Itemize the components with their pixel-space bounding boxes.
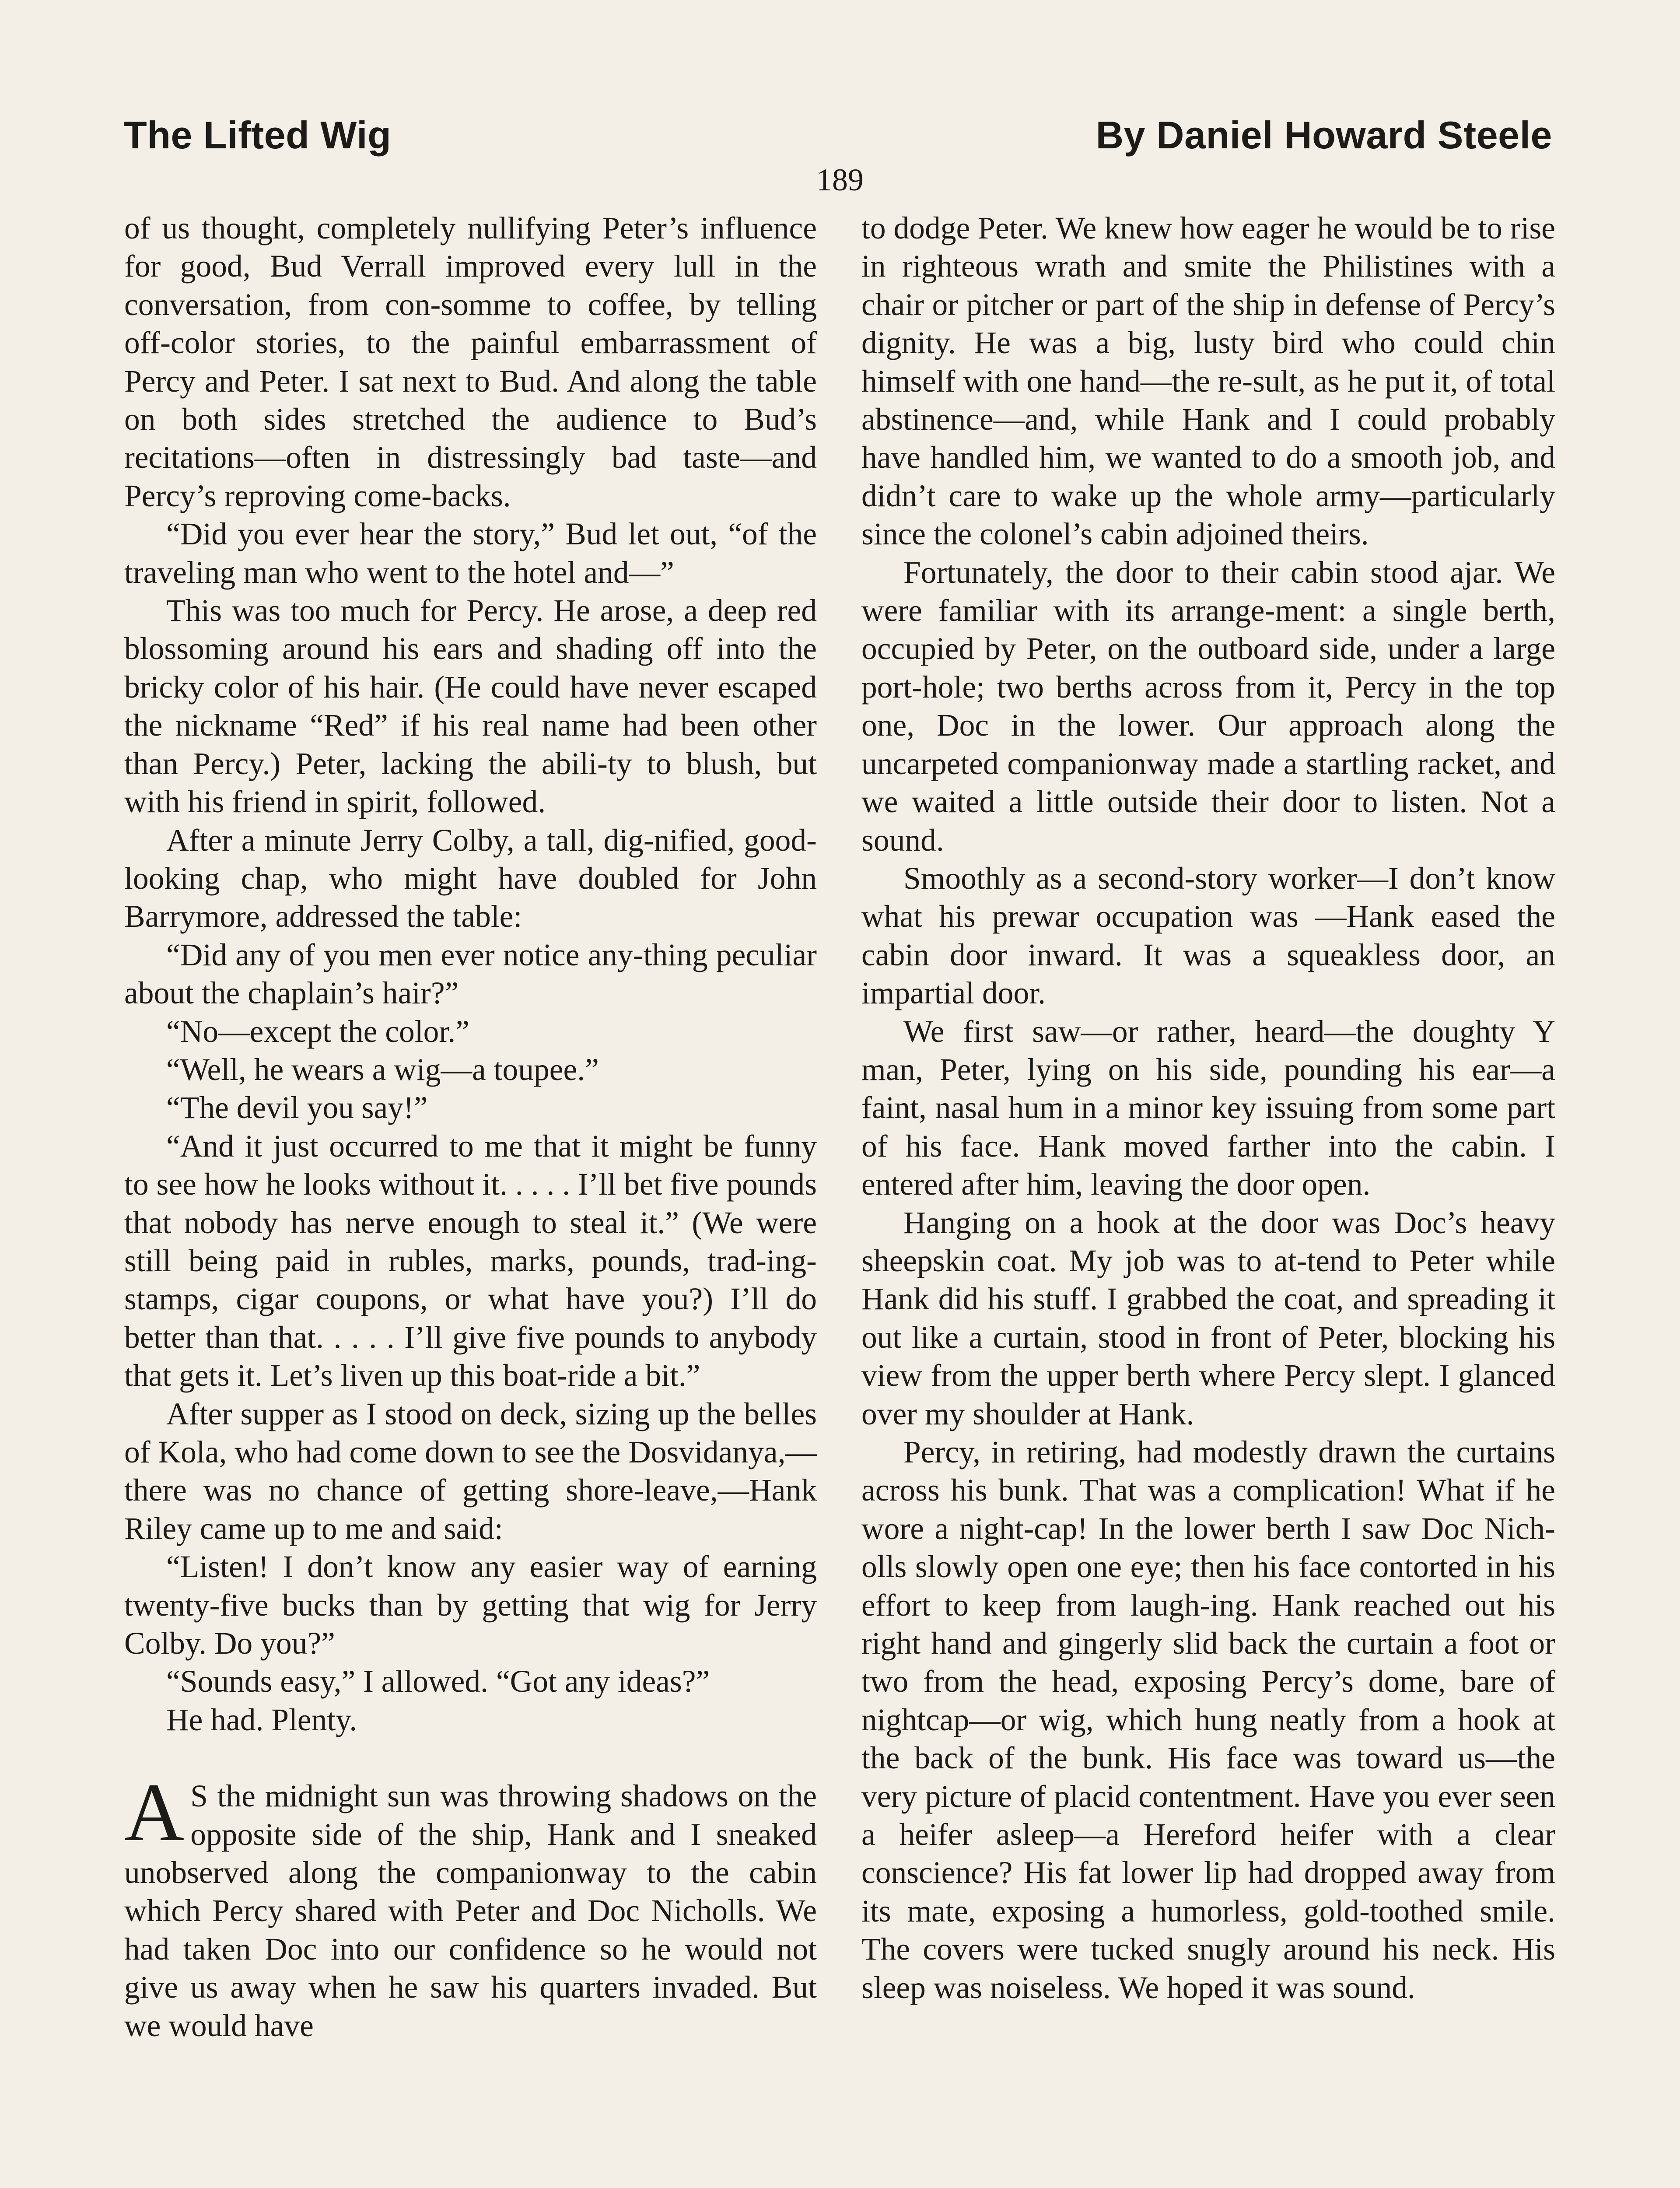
running-header: [123, 113, 1552, 170]
left-text-column: [124, 209, 817, 2045]
paragraph: After supper as I stood on deck, sizing up the belles of Kola, who had come down to see the Dosvidanya,—there was no chance of getting shore-leave,—Hank Riley came up to me and said:: [124, 1396, 817, 1546]
right-text-column: [861, 209, 1555, 2007]
paragraph: “Well, he wears a wig—a toupee.”: [166, 1052, 599, 1087]
paragraph: “Did you ever hear the story,” Bud let out, “of the traveling man who went to the hotel and—”: [124, 517, 817, 590]
paragraph: “The devil you say!”: [166, 1090, 428, 1126]
paragraph: to dodge Peter. We knew how eager he would be to rise in righteous wrath and smite the Philistines with a chair or pitcher or part of the ship in defense of Percy’s dignity. He was a big, lusty bird who could chin himself with one hand—the re-sult, as he put it, of total abstinence—and, while Hank and I could probably have handled him, we wanted to do a smooth job, and didn’t care to wake up the whole army—particularly since the colonel’s cabin adjoined theirs.: [861, 211, 1555, 552]
paragraph: After a minute Jerry Colby, a tall, dig-nified, good-looking chap, who might have doubled for John Barrymore, addressed the table:: [124, 823, 817, 934]
story-title: The Lifted Wig: [123, 113, 392, 157]
paragraph: He had. Plenty.: [166, 1702, 357, 1737]
drop-cap: A: [124, 1767, 185, 1859]
paragraph: “No—except the color.”: [166, 1014, 469, 1049]
section-opening-paragraph: [124, 1767, 817, 2045]
paragraph: Hanging on a hook at the door was Doc’s heavy sheepskin coat. My job was to at-tend to Peter while Hank did his stuff. I grabbed the coat, and spreading it out like a curtain, stood in front of Peter, blocking his view from the upper berth where Percy slept. I glanced over my shoulder at Hank.: [861, 1205, 1555, 1431]
paragraph: Percy, in retiring, had modestly drawn the curtains across his bunk. That was a complication! What if he wore a night-cap! In the lower berth I saw Doc Nich-olls slowly open one eye; then his face contorted in his effort to keep from laugh-ing. Hank reached out his right hand and gingerly slid back the curtain a foot or two from the head, exposing Percy’s dome, bare of nightcap—or wig, which hung neatly from a hook at the back of the bunk. His face was toward us—the very picture of placid contentment. Have you ever seen a heifer asleep—a Hereford heifer with a clear conscience? His fat lower lip had dropped away from its mate, exposing a humorless, gold-toothed smile. The covers were tucked snugly around his neck. His sleep was noiseless. We hoped it was sound.: [861, 1435, 1555, 2005]
author-byline: By Daniel Howard Steele: [1096, 113, 1552, 157]
paragraph: We first saw—or rather, heard—the doughty Y man, Peter, lying on his side, pounding his ear—a faint, nasal hum in a minor key issuing from some part of his face. Hank moved farther into the cabin. I entered after him, leaving the door open.: [861, 1014, 1555, 1202]
paragraph: Smoothly as a second-story worker—I don’t know what his prewar occupation was —Hank eased the cabin door inward. It was a squeakless door, an impartial door.: [861, 861, 1555, 1011]
paragraph: “And it just occurred to me that it might be funny to see how he looks without it. . . . . I’ll bet five pounds that nobody has nerve enough to steal it.” (We were still being paid in rubles, marks, pounds, trad-ing-stamps, cigar coupons, or what have you?) I’ll do better than that. . . . . I’ll give five pounds to anybody that gets it. Let’s liven up this boat-ride a bit.”: [124, 1129, 817, 1393]
paragraph: “Listen! I don’t know any easier way of earning twenty-five bucks than by getting that wig for Jerry Colby. Do you?”: [124, 1550, 817, 1661]
paragraph: “Did any of you men ever notice any-thing peculiar about the chaplain’s hair?”: [124, 937, 817, 1011]
paragraph: “Sounds easy,” I allowed. “Got any ideas?”: [166, 1664, 710, 1699]
paragraph: of us thought, completely nullifying Peter’s influence for good, Bud Verrall improved every lull in the conversation, from con-somme to coffee, by telling off-color stories, to the painful embarrassment of Percy and Peter. I sat next to Bud. And along the table on both sides stretched the audience to Bud’s recitations—often in distressingly bad taste—and Percy’s reproving come-backs.: [124, 211, 817, 513]
page-number: 189: [816, 162, 864, 197]
paragraph: Fortunately, the door to their cabin stood ajar. We were familiar with its arrange-ment: a single berth, occupied by Peter, on the outboard side, under a large port-hole; two berths across from it, Percy in the top one, Doc in the lower. Our approach along the uncarpeted companionway made a startling racket, and we waited a little outside their door to listen. Not a sound.: [861, 555, 1555, 858]
paragraph: This was too much for Percy. He arose, a deep red blossoming around his ears and shading off into the bricky color of his hair. (He could have never escaped the nickname “Red” if his real name had been other than Percy.) Peter, lacking the abili-ty to blush, but with his friend in spirit, followed.: [124, 593, 817, 820]
section-opening-text: S the midnight sun was throwing shadows on the opposite side of the ship, Hank and I sneaked unobserved along the companionway to the cabin which Percy shared with Peter and Doc Nicholls. We had taken Doc into our confidence so he would not give us away when he saw his quarters invaded. But we would have: [124, 1779, 817, 2043]
